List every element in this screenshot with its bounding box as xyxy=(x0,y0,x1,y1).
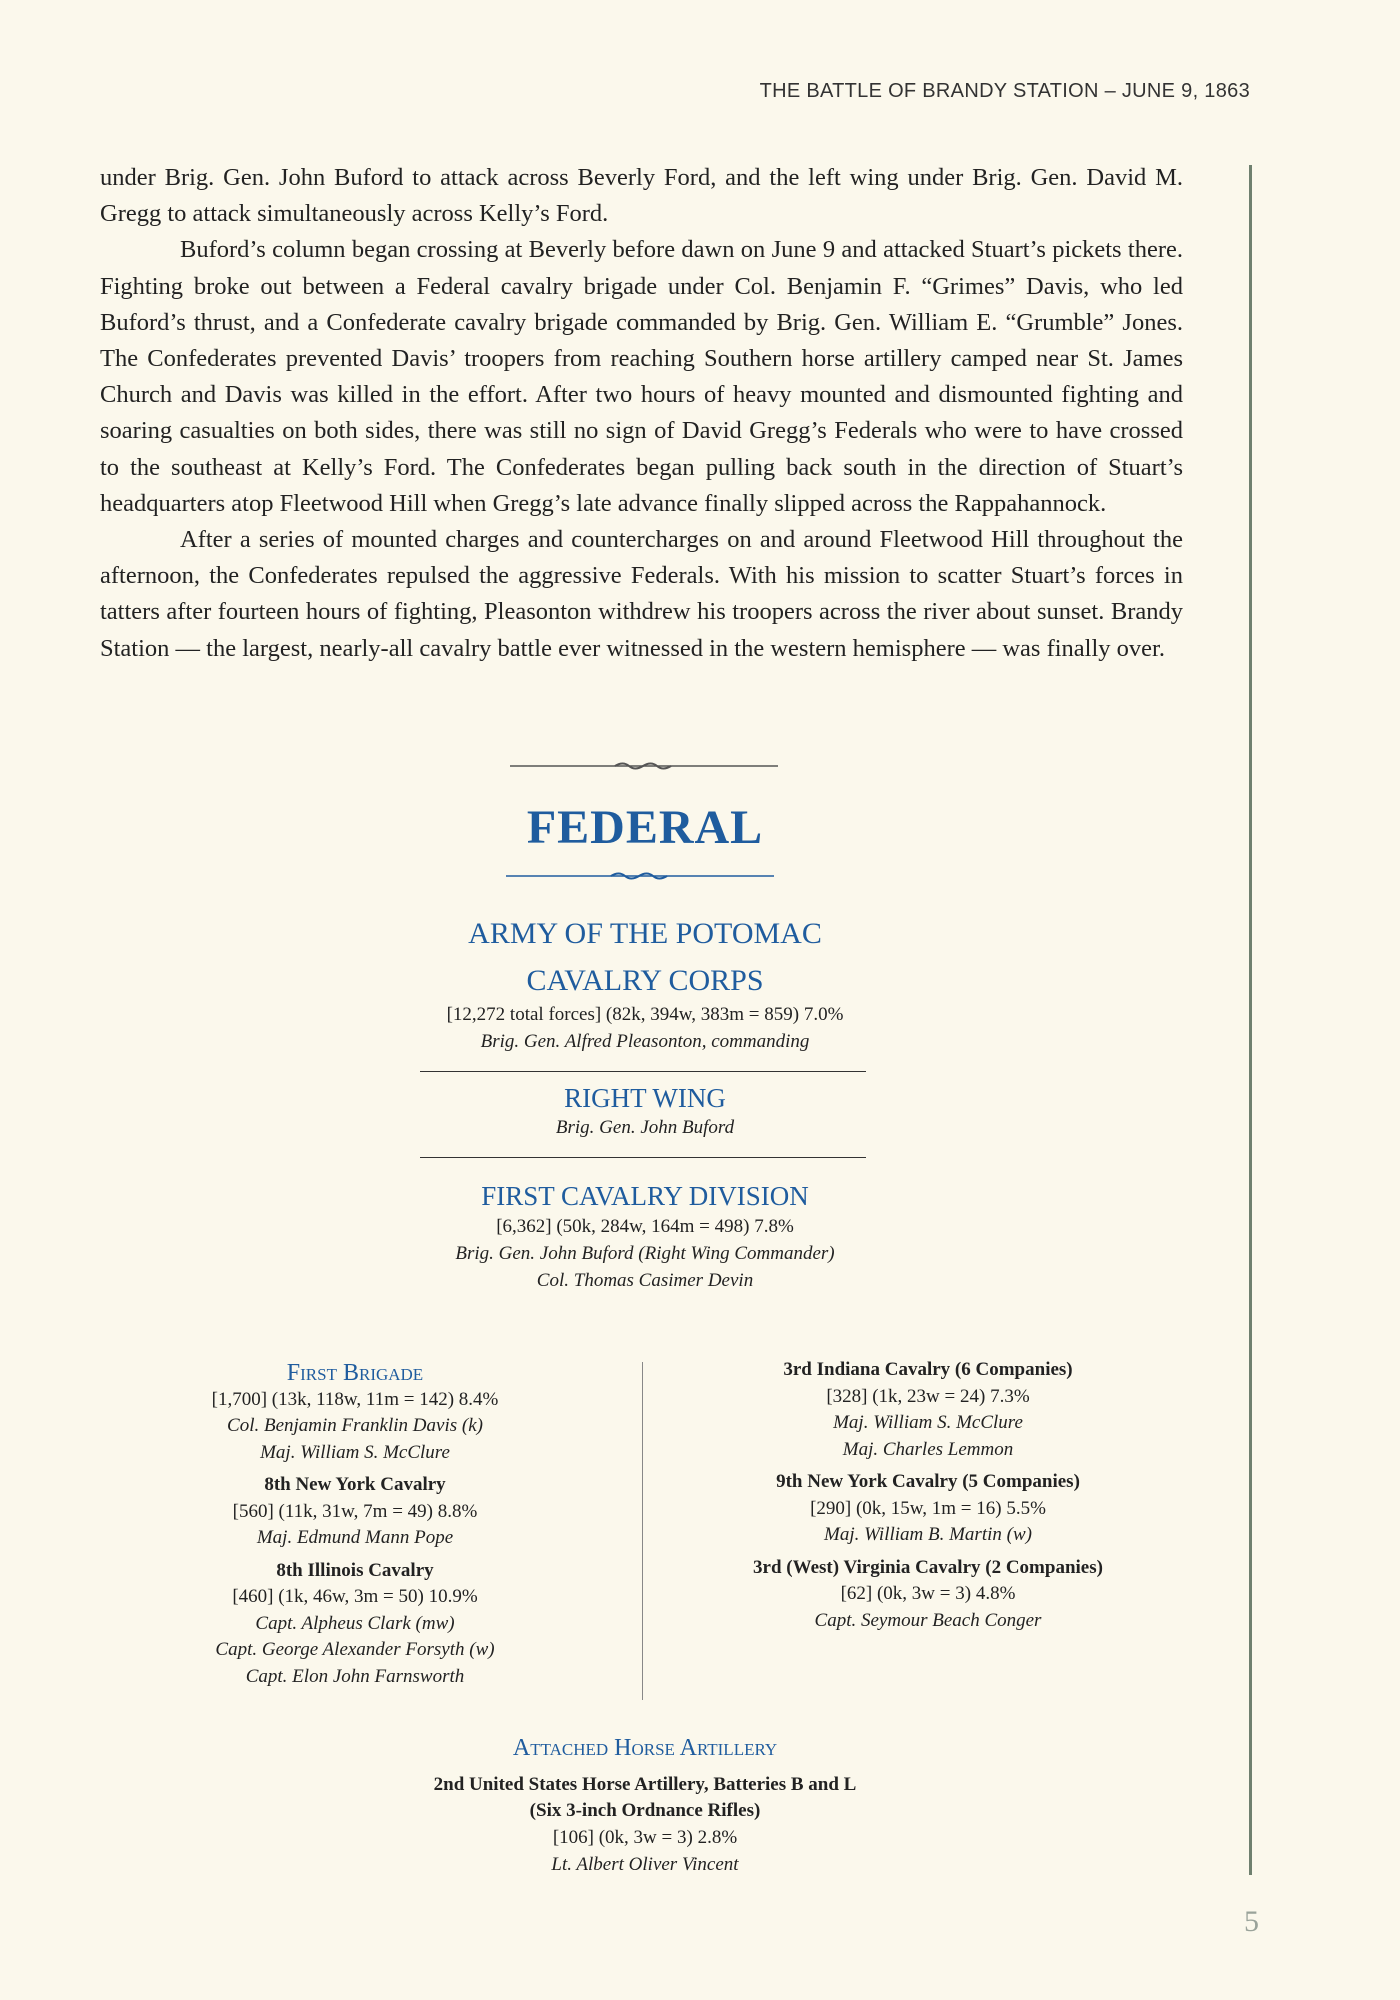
unit-name: 8th Illinois Cavalry xyxy=(276,1559,434,1581)
division-title: FIRST CAVALRY DIVISION xyxy=(481,1181,809,1211)
unit-stats: [62] (0k, 3w = 3) 4.8% xyxy=(840,1583,1016,1604)
paragraph: under Brig. Gen. John Buford to attack across Beverly Ford, and the left wing under Brig. Gen. David M. Gregg to attack simultaneously across Kelly’s Ford. xyxy=(100,164,1183,228)
artillery-guns: (Six 3-inch Ordnance Rifles) xyxy=(529,1800,761,1821)
brigade-stats: [1,700] (13k, 118w, 11m = 142) 8.4% xyxy=(211,1388,499,1410)
unit-stats: [328] (1k, 23w = 24) 7.3% xyxy=(826,1385,1030,1407)
paragraph: After a series of mounted charges and countercharges on and around Fleetwood Hill throughout the afternoon, the Confederates repulsed the aggressive Federals. With his mission to scatter Stuart’s forces in tatters after fourteen hours of fighting, Pleasonton withdrew his troopers across the river about sunset. Brandy Station — the largest, nearly-all cavalry battle ever witnessed in the western hemisphere — was finally over. xyxy=(100,526,1183,662)
brigade-title: First Brigade xyxy=(286,1360,424,1386)
unit-commander: Capt. George Alexander Forsyth (w) xyxy=(215,1639,495,1660)
unit-name: 8th New York Cavalry xyxy=(264,1474,446,1495)
column-divider xyxy=(642,1362,643,1700)
wing-commander: Brig. Gen. John Buford xyxy=(555,1117,735,1138)
artillery-commander: Lt. Albert Oliver Vincent xyxy=(551,1854,739,1875)
unit-stats: [560] (11k, 31w, 7m = 49) 8.8% xyxy=(232,1500,478,1522)
division-stats: [6,362] (50k, 284w, 164m = 498) 7.8% xyxy=(496,1216,794,1237)
paragraph: Buford’s column began crossing at Beverly before dawn on June 9 and attacked Stuart’s pickets there. Fighting broke out between a Federal cavalry brigade under Col. Benjamin F. “Grimes” Davis, who led Buford’s thrust, and a Confederate cavalry brigade commanded by Brig. Gen. William E. “Grumble” Jones. The Confederates prevented Davis’ troopers from reaching Southern horse artillery camped near St. James Church and Davis was killed in the effort. After two hours of heavy mounted and dismounted fighting and soaring casualties on both sides, there was still no sign of David Gregg’s Federals who were to have crossed to the southeast at Kelly’s Ford. The Confederates began pulling back south in the direction of Stuart’s headquarters atop Fleetwood Hill when Gregg’s late advance finally slipped across the Rappahannock. xyxy=(100,236,1183,517)
unit-commander: Capt. Seymour Beach Conger xyxy=(814,1609,1042,1631)
artillery-title: Attached Horse Artillery xyxy=(512,1735,778,1761)
unit-commander: Capt. Elon John Farnsworth xyxy=(245,1665,465,1687)
body-text xyxy=(100,160,1183,667)
unit-commander: Maj. William S. McClure xyxy=(833,1412,1023,1433)
ornament-divider-icon xyxy=(510,761,778,771)
right-column xyxy=(688,1357,1168,1634)
division-commander: Col. Thomas Casimer Devin xyxy=(536,1270,754,1291)
unit-stats: [460] (1k, 46w, 3m = 50) 10.9% xyxy=(232,1586,478,1607)
brigade-commander: Col. Benjamin Franklin Davis (k) xyxy=(227,1415,483,1436)
artillery-stats: [106] (0k, 3w = 3) 2.8% xyxy=(552,1827,738,1848)
section-title: FEDERAL xyxy=(526,801,764,854)
corps-commander: Brig. Gen. Alfred Pleasonton, commanding xyxy=(480,1031,810,1052)
division-commander: Brig. Gen. John Buford (Right Wing Commander) xyxy=(455,1243,835,1264)
corps-stats: [12,272 total forces] (82k, 394w, 383m = 859) 7.0% xyxy=(446,1004,844,1025)
running-header: THE BATTLE OF BRANDY STATION – JUNE 9, 1863 xyxy=(759,80,1250,102)
left-column xyxy=(115,1360,595,1690)
unit-name: 3rd (West) Virginia Cavalry (2 Companies) xyxy=(753,1556,1103,1578)
unit-name: 9th New York Cavalry (5 Companies) xyxy=(776,1471,1080,1492)
page-number: 5 xyxy=(1244,1905,1259,1938)
unit-stats: [290] (0k, 15w, 1m = 16) 5.5% xyxy=(810,1497,1046,1519)
brigade-commander: Maj. William S. McClure xyxy=(260,1441,450,1463)
unit-commander: Capt. Alpheus Clark (mw) xyxy=(255,1612,455,1634)
unit-name: 3rd Indiana Cavalry (6 Companies) xyxy=(783,1359,1073,1380)
army-title: ARMY OF THE POTOMAC xyxy=(468,917,822,950)
unit-commander: Maj. Charles Lemmon xyxy=(842,1438,1014,1460)
unit-commander: Maj. Edmund Mann Pope xyxy=(256,1527,454,1548)
artillery-unit: 2nd United States Horse Artillery, Batteries B and L xyxy=(433,1774,857,1795)
divider xyxy=(420,1157,866,1158)
corps-title: CAVALRY CORPS xyxy=(526,964,764,997)
unit-commander: Maj. William B. Martin (w) xyxy=(824,1524,1032,1545)
wing-title: RIGHT WING xyxy=(564,1083,726,1113)
divider xyxy=(420,1071,866,1072)
ornament-divider-icon xyxy=(506,871,774,881)
